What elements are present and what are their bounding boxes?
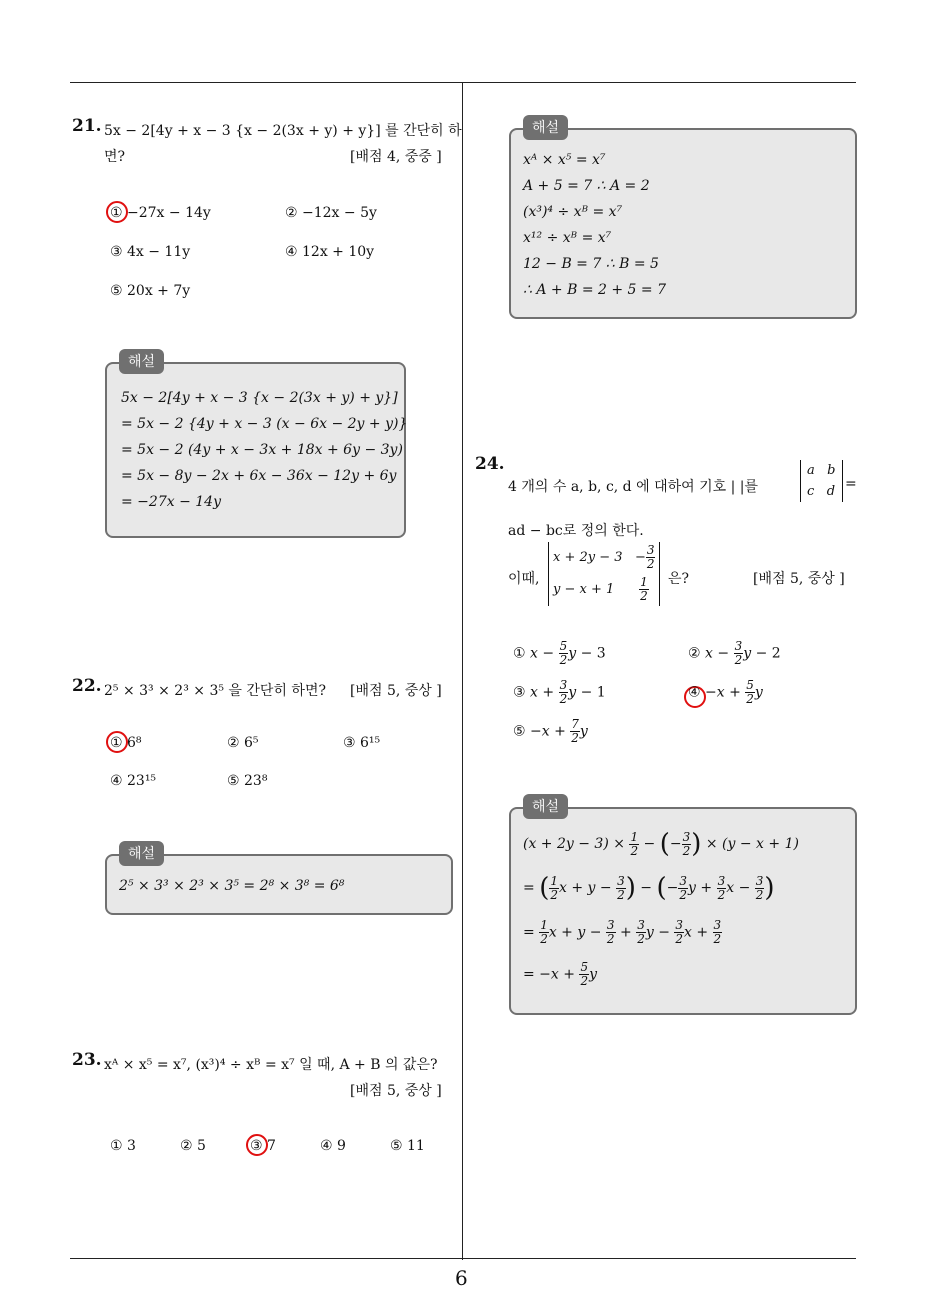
option-4[interactable]: ④ 9 bbox=[320, 1138, 346, 1154]
question-number: 21. bbox=[72, 116, 102, 136]
solution-tag: 해설 bbox=[523, 794, 568, 819]
solution-line: = ( $\frac{1}{2}$ x + y − $\frac{3}{2}$ ) − (− $\frac{3}{2}$ y + $\frac{3}{2}$ x − $\frac{3}{2}$ ) bbox=[523, 873, 775, 903]
question-text-prefix: 이때, bbox=[508, 571, 540, 587]
solution-box-23 bbox=[509, 120, 857, 319]
column-divider bbox=[462, 82, 463, 1260]
solution-line: xᴬ × x⁵ = x⁷ bbox=[523, 152, 606, 168]
question-text-cont: 면? bbox=[104, 149, 126, 165]
option-2[interactable]: ② 6⁵ bbox=[227, 735, 259, 751]
determinant-expression: x + 2y − 3 − $\frac{3}{2}$ y − x + 1 $\frac{1}{2}$ bbox=[548, 542, 660, 606]
solution-line: = 5x − 8y − 2x + 6x − 36x − 12y + 6y bbox=[121, 468, 397, 484]
option-1[interactable]: ① 6⁸ bbox=[110, 735, 142, 751]
question-points: [배점 5, 중상 ] bbox=[753, 571, 845, 587]
option-5[interactable]: ⑤ 20x + 7y bbox=[110, 283, 191, 299]
option-5[interactable]: ⑤ 23⁸ bbox=[227, 773, 268, 789]
solution-box bbox=[509, 799, 857, 1015]
determinant-symbol: a b c d bbox=[800, 460, 843, 502]
question-number: 23. bbox=[72, 1050, 102, 1070]
solution-line: 5x − 2[4y + x − 3 {x − 2(3x + y) + y}] bbox=[121, 390, 398, 406]
top-rule bbox=[70, 82, 856, 83]
question-points: [배점 4, 중중 ] bbox=[350, 149, 442, 165]
option-1[interactable]: ① −27x − 14y bbox=[110, 205, 211, 221]
solution-line: (x³)⁴ ÷ xᴮ = x⁷ bbox=[523, 204, 623, 220]
option-1[interactable]: ① x − $\frac{5}{2}$ y − 3 bbox=[513, 639, 606, 667]
option-4[interactable]: ④ −x + $\frac{5}{2}$ y bbox=[688, 678, 763, 706]
solution-box bbox=[105, 354, 408, 538]
solution-line: 2⁵ × 3³ × 2³ × 3⁵ = 2⁸ × 3⁸ = 6⁸ bbox=[119, 878, 345, 894]
solution-box bbox=[105, 846, 453, 915]
question-text: xᴬ × x⁵ = x⁷, (x³)⁴ ÷ xᴮ = x⁷ 일 때, A + B 의 값은? bbox=[104, 1057, 438, 1073]
solution-line: = −x + $\frac{5}{2}$ y bbox=[523, 960, 597, 988]
option-1[interactable]: ① 3 bbox=[110, 1138, 136, 1154]
solution-line: x¹² ÷ xᴮ = x⁷ bbox=[523, 230, 612, 246]
bottom-rule bbox=[70, 1258, 856, 1259]
question-text-cont: ad − bc로 정의 한다. bbox=[508, 523, 644, 539]
option-5[interactable]: ⑤ −x + $\frac{7}{2}$ y bbox=[513, 717, 588, 745]
solution-line: = −27x − 14y bbox=[121, 494, 221, 510]
solution-line: 12 − B = 7 ∴ B = 5 bbox=[523, 256, 659, 272]
option-2[interactable]: ② 5 bbox=[180, 1138, 206, 1154]
question-text: 2⁵ × 3³ × 2³ × 3⁵ 을 간단히 하면? bbox=[104, 683, 326, 699]
solution-line: ∴ A + B = 2 + 5 = 7 bbox=[523, 282, 667, 298]
option-2[interactable]: ② −12x − 5y bbox=[285, 205, 377, 221]
solution-line: A + 5 = 7 ∴ A = 2 bbox=[523, 178, 650, 194]
option-5[interactable]: ⑤ 11 bbox=[390, 1138, 425, 1154]
page-number: 6 bbox=[455, 1266, 468, 1290]
option-3[interactable]: ③ 4x − 11y bbox=[110, 244, 191, 260]
option-3[interactable]: ③ 7 bbox=[250, 1138, 276, 1154]
option-3[interactable]: ③ 6¹⁵ bbox=[343, 735, 381, 751]
question-points: [배점 5, 중상 ] bbox=[350, 683, 442, 699]
question-points: [배점 5, 중상 ] bbox=[350, 1083, 442, 1099]
solution-line: = $\frac{1}{2}$ x + y − $\frac{3}{2}$ + $\frac{3}{2}$ y − $\frac{3}{2}$ x + $\frac{3}{2}$ bbox=[523, 918, 722, 946]
solution-line: = 5x − 2 (4y + x − 3x + 18x + 6y − 3y) bbox=[121, 442, 403, 458]
solution-line: (x + 2y − 3) × $\frac{1}{2}$ − (− $\frac{3}{2}$ ) × (y − x + 1) bbox=[523, 829, 799, 859]
question-text-suffix: 은? bbox=[668, 571, 690, 587]
question-number: 24. bbox=[475, 454, 505, 474]
solution-tag: 해설 bbox=[523, 115, 568, 140]
solution-tag: 해설 bbox=[119, 841, 164, 866]
question-number: 22. bbox=[72, 676, 102, 696]
equals-sign: = bbox=[845, 476, 857, 492]
option-4[interactable]: ④ 12x + 10y bbox=[285, 244, 375, 260]
option-3[interactable]: ③ x + $\frac{3}{2}$ y − 1 bbox=[513, 678, 606, 706]
solution-line: = 5x − 2 {4y + x − 3 (x − 6x − 2y + y)} bbox=[121, 416, 408, 432]
solution-tag: 해설 bbox=[119, 349, 164, 374]
question-text: 4 개의 수 a, b, c, d 에 대하여 기호 | |를 bbox=[508, 479, 758, 495]
option-2[interactable]: ② x − $\frac{3}{2}$ y − 2 bbox=[688, 639, 781, 667]
question-text: 5x − 2[4y + x − 3 {x − 2(3x + y) + y}] 를 간단히 하 bbox=[104, 123, 462, 139]
option-4[interactable]: ④ 23¹⁵ bbox=[110, 773, 157, 789]
